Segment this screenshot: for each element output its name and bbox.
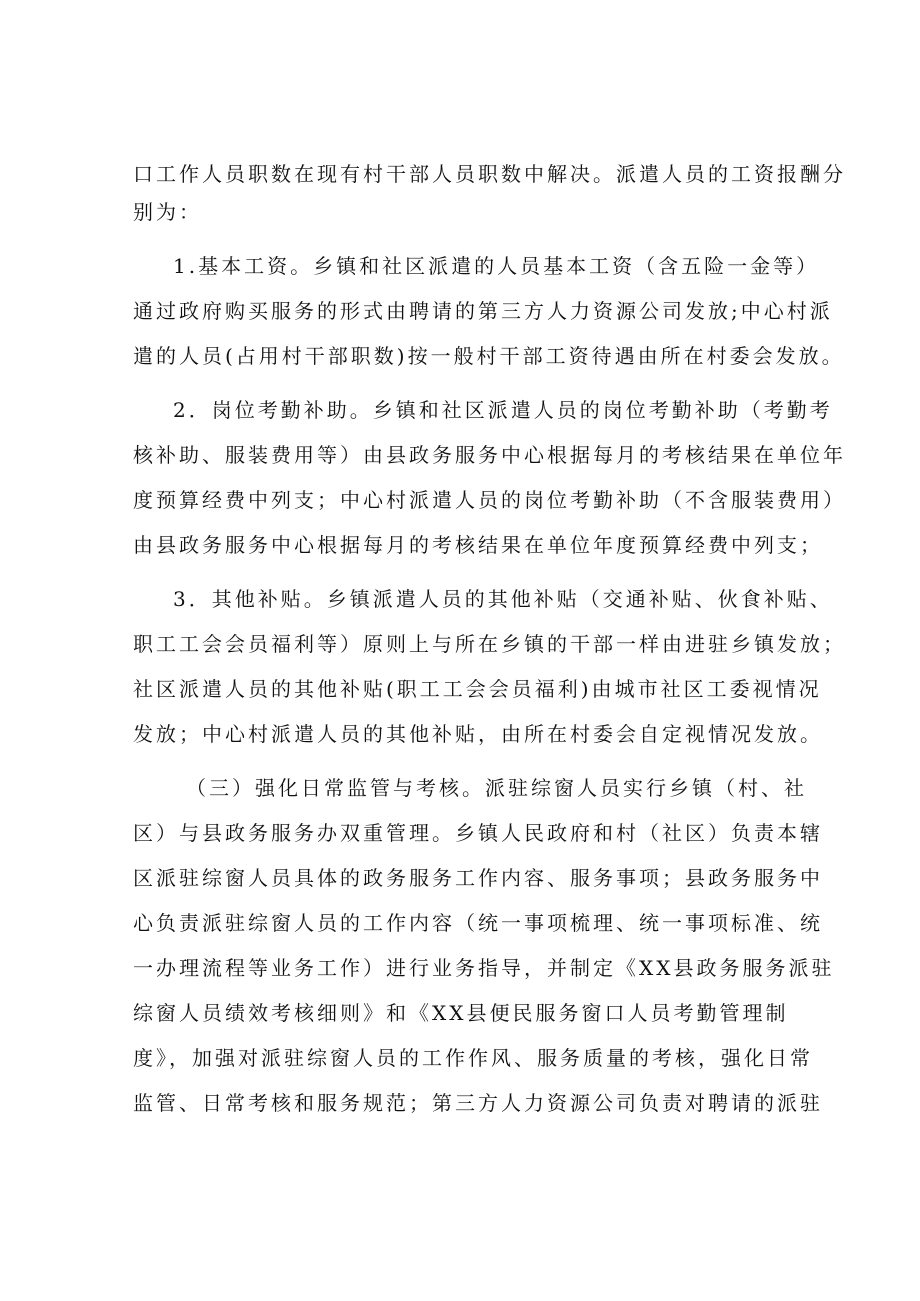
text-line-1: 口工作人员职数在现有村干部人员职数中解决。派遣人员的工资报酬分 bbox=[133, 162, 846, 186]
text-line-15: 区）与县政务服务办双重管理。乡镇人民政府和村（社区）负责本辖 bbox=[133, 821, 823, 845]
text-line-6: 2．岗位考勤补助。乡镇和社区派遣人员的岗位考勤补助（考勤考 bbox=[173, 398, 833, 422]
text-line-13: 发放；中心村派遣人员的其他补贴，由所在村委会自定视情况发放。 bbox=[133, 722, 823, 746]
text-line-14: （三）强化日常监管与考核。派驻综窗人员实行乡镇（村、社 bbox=[186, 776, 807, 800]
text-line-3: 1.基本工资。乡镇和社区派遣的人员基本工资（含五险一金等） bbox=[173, 254, 820, 278]
text-line-10: 3．其他补贴。乡镇派遣人员的其他补贴（交通补贴、伙食补贴、 bbox=[173, 587, 833, 611]
text-line-5: 遣的人员(占用村干部职数)按一般村干部工资待遇由所在村委会发放。 bbox=[133, 344, 845, 368]
text-line-7: 核补助、服装费用等）由县政务服务中心根据每月的考核结果在单位年 bbox=[133, 443, 846, 467]
text-line-16: 区派驻综窗人员具体的政务服务工作内容、服务事项；县政务服务中 bbox=[133, 866, 823, 890]
text-line-21: 监管、日常考核和服务规范；第三方人力资源公司负责对聘请的派驻 bbox=[133, 1091, 823, 1115]
text-line-17: 心负责派驻综窗人员的工作内容（统一事项梳理、统一事项标准、统 bbox=[133, 911, 823, 935]
text-line-9: 由县政务服务中心根据每月的考核结果在单位年度预算经费中列支； bbox=[133, 533, 823, 557]
text-line-2: 别为： bbox=[133, 200, 202, 224]
text-line-4: 通过政府购买服务的形式由聘请的第三方人力资源公司发放;中心村派 bbox=[133, 299, 833, 323]
text-line-12: 社区派遣人员的其他补贴(职工工会会员福利)由城市社区工委视情况 bbox=[133, 677, 822, 701]
text-line-18: 一办理流程等业务工作）进行业务指导，并制定《XX县政务服务派驻 bbox=[133, 956, 835, 980]
text-line-11: 职工工会会员福利等）原则上与所在乡镇的干部一样由进驻乡镇发放； bbox=[133, 632, 846, 656]
text-line-19: 综窗人员绩效考核细则》和《XX县便民服务窗口人员考勤管理制 bbox=[133, 1001, 789, 1025]
text-line-8: 度预算经费中列支；中心村派遣人员的岗位考勤补助（不含服装费用） bbox=[133, 488, 846, 512]
text-line-20: 度》，加强对派驻综窗人员的工作作风、服务质量的考核，强化日常 bbox=[133, 1046, 813, 1070]
